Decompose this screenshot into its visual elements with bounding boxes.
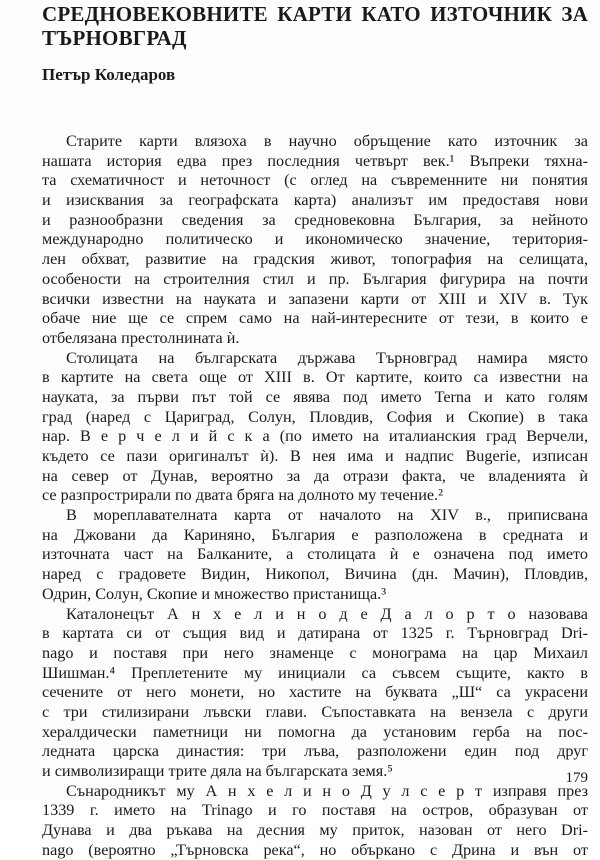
text-line: Каталонецът А н х е л и н о д е Д а л о р т о назовава bbox=[66, 604, 588, 623]
text-line: се разпрострирали по двата бряга на долното му течение.² bbox=[42, 486, 443, 505]
text-line: където се пази оригиналът ѝ). В нея има и надпис Bugerie, изписан bbox=[42, 447, 588, 465]
text-line: в картата си от същия вид и датирана от 1325 г. Търновград Dri- bbox=[42, 624, 588, 643]
article-body bbox=[42, 132, 588, 860]
text-line: и изисквания за географската карта) анализът им предоставя нови bbox=[42, 191, 588, 210]
text-line: източната част на Балканите, а столицата ѝ е означена под името bbox=[42, 545, 588, 564]
text-line: ледната царска династия: три лъва, разположени един под друг bbox=[42, 742, 588, 761]
title-line-1: СРЕДНОВЕКОВНИТЕ КАРТИ КАТО ИЗТОЧНИК ЗА bbox=[42, 2, 588, 26]
text-line: Столицата на българската държава Търновград намира място bbox=[66, 348, 588, 367]
text-line: та схематичност и неточност (с оглед на съвременните ни понятия bbox=[42, 171, 588, 190]
text-line: град (наред с Цариград, Солун, Пловдив, София и Скопие) в така bbox=[42, 407, 588, 426]
text-line: nago и поставя при него знаменце с монограма на цар Михаил bbox=[42, 643, 588, 662]
text-line: особености на строителния стил и пр. България фигурира на почти bbox=[42, 269, 588, 288]
text-line: и символизиращи трите дяла на българската земя.⁵ bbox=[42, 762, 393, 780]
text-line: Сънародникът му А н х е л и н о Д у л с е р т изправя през bbox=[66, 781, 588, 800]
text-line: на север от Дунав, вероятно за да отрази факта, че владенията ѝ bbox=[42, 466, 588, 485]
text-line: отбелязана престолнината ѝ. bbox=[42, 328, 240, 347]
text-line: Шишман.⁴ Преплетените му инициали са съвсем същите, както в bbox=[42, 663, 588, 682]
text-line: всички известни на науката и запазени карти от XIII и XIV в. Тук bbox=[42, 289, 588, 308]
text-line: Одрин, Солун, Скопие и множество пристанища.³ bbox=[42, 584, 387, 603]
text-line: и разнообразни сведения за средновековна България, за нейното bbox=[42, 210, 588, 229]
text-line: обаче ние ще се спрем само на най-интересните от тези, в които е bbox=[42, 309, 588, 328]
text-line: лен обхват, развитие на градския живот, топография на селищата, bbox=[42, 250, 588, 269]
text-line: международно политическо и икономическо значение, територия- bbox=[42, 230, 588, 249]
text-line: хералдически паметници ни помогна да установим герба на пос- bbox=[42, 722, 588, 741]
text-line: наред с градовете Видин, Никопол, Вичина (дн. Мачин), Пловдив, bbox=[42, 565, 588, 584]
author-name: Петър Коледаров bbox=[42, 65, 176, 84]
title-line-2: ТЪРНОВГРАД bbox=[42, 26, 187, 50]
article-title bbox=[42, 2, 588, 50]
text-line: нашата история едва през последния четвърт век.¹ Въпреки тяхна- bbox=[42, 151, 588, 170]
text-line: в картите на света още от XIII в. От картите, които са известни на bbox=[42, 368, 588, 387]
text-line: нар. В е р ч е л и й с к а (по името на италианския град Верчели, bbox=[42, 427, 588, 446]
text-line: 1339 г. името на Trinago и го поставя на остров, образуван от bbox=[42, 801, 588, 820]
text-line: на Джовани да Кариняно, България е разположена в средната и bbox=[42, 525, 588, 544]
text-line: Старите карти влязоха в научно обръщение като източник за bbox=[66, 132, 588, 150]
text-line: nago (вероятно „Търновска река“, но объркано с Дрина и вън от bbox=[42, 840, 588, 859]
text-line: Дунава и два ръкава на десния му приток, назован от него Dri- bbox=[42, 821, 588, 840]
text-line: с три стилизирани лъвски глави. Съпоставката на вензела с други bbox=[42, 702, 588, 721]
page-number: 179 bbox=[565, 770, 588, 786]
text-line: науката, за първи път той се явява под името Terna и като голям bbox=[42, 387, 588, 406]
text-line: В мореплавателната карта от началото на XIV в., приписвана bbox=[66, 506, 588, 525]
text-line: сечените от него монети, но хастите на буквата „Ш“ са украсени bbox=[42, 683, 588, 702]
